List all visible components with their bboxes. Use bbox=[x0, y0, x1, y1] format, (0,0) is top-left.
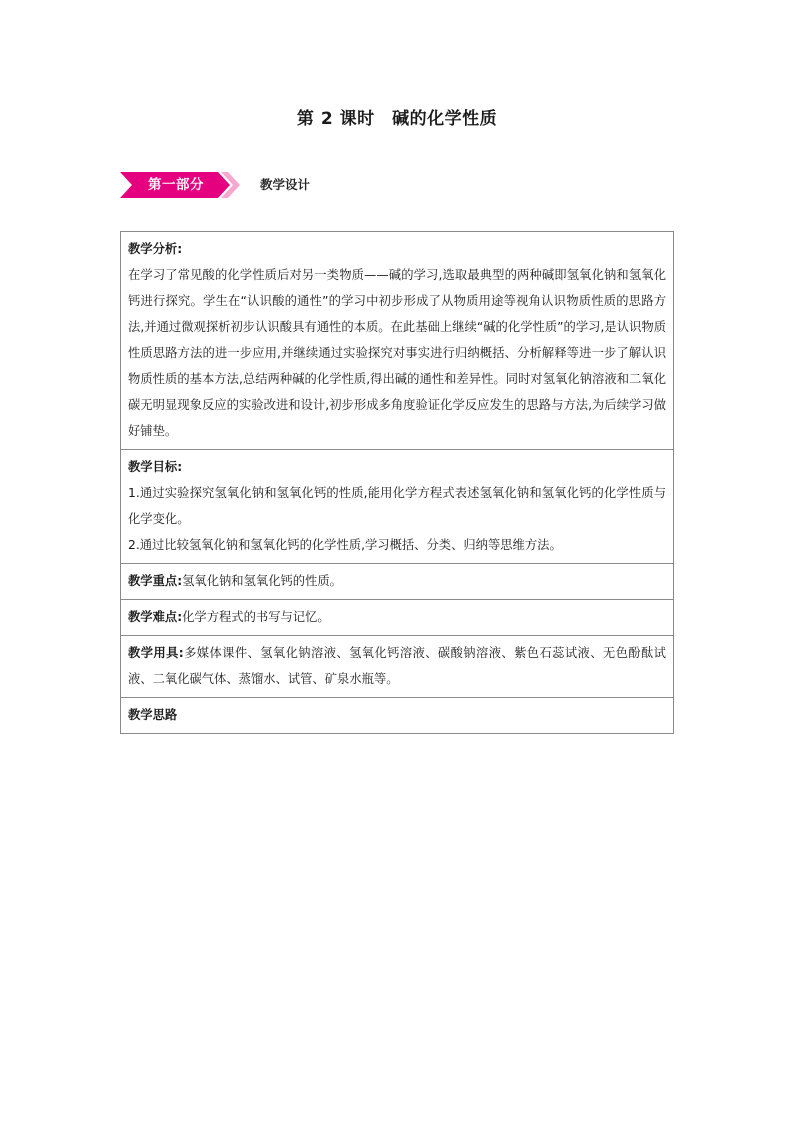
lesson-plan-table bbox=[120, 231, 674, 734]
materials-cell bbox=[121, 636, 673, 698]
page-title: 第 2 课时 碱的化学性质 bbox=[296, 109, 498, 129]
section-label: 第一部分 bbox=[148, 177, 204, 193]
approach-heading: 教学思路 bbox=[128, 708, 178, 722]
analysis-cell bbox=[121, 232, 673, 450]
section-title: 教学设计 bbox=[260, 177, 311, 192]
analysis-text: 在学习了常见酸的化学性质后对另一类物质——碱的学习,选取最典型的两种碱即氢氧化钠和氢氧化钙进行探究。学生在“认识酸的通性”的学习中初步形成了从物质用途等视角认识物质性质的思路方法,并通过微观探析初步认识酸具有通性的本质。在此基础上继续“碱的化学性质”的学习,是认识物质性质思路方法的进一步应用,并继续通过实验探究对事实进行归纳概括、分析解释等进一步了解认识物质性质的基本方法,总结两种碱的化学性质,得出碱的通性和差异性。同时对氢氧化钠溶液和二氧化碳无明显现象反应的实验改进和设计,初步形成多角度验证化学反应发生的思路与方法,为后续学习做好铺垫。 bbox=[128, 268, 666, 438]
difficulties-text: 化学方程式的书写与记忆。 bbox=[182, 610, 330, 624]
objectives-cell bbox=[121, 450, 673, 564]
section-banner bbox=[120, 172, 466, 200]
analysis-heading: 教学分析: bbox=[128, 242, 183, 256]
difficulties-heading: 教学难点: bbox=[128, 610, 183, 624]
objective-item: 1.通过实验探究氢氧化钠和氢氧化钙的性质,能用化学方程式表述氢氧化钠和氢氧化钙的化学性质与化学变化。 bbox=[128, 486, 666, 526]
key-points-text: 氢氧化钠和氢氧化钙的性质。 bbox=[182, 574, 342, 588]
objectives-heading: 教学目标: bbox=[128, 460, 183, 474]
materials-heading: 教学用具: bbox=[128, 646, 184, 660]
key-points-heading: 教学重点: bbox=[128, 574, 183, 588]
approach-cell bbox=[121, 698, 673, 733]
objective-item: 2.通过比较氢氧化钠和氢氧化钙的化学性质,学习概括、分类、归纳等思维方法。 bbox=[128, 538, 562, 552]
materials-text: 多媒体课件、氢氧化钠溶液、氢氧化钙溶液、碳酸钠溶液、紫色石蕊试液、无色酚酞试液、二氧化碳气体、蒸馏水、试管、矿泉水瓶等。 bbox=[128, 646, 666, 686]
difficulties-cell bbox=[121, 600, 673, 636]
key-points-cell bbox=[121, 564, 673, 600]
